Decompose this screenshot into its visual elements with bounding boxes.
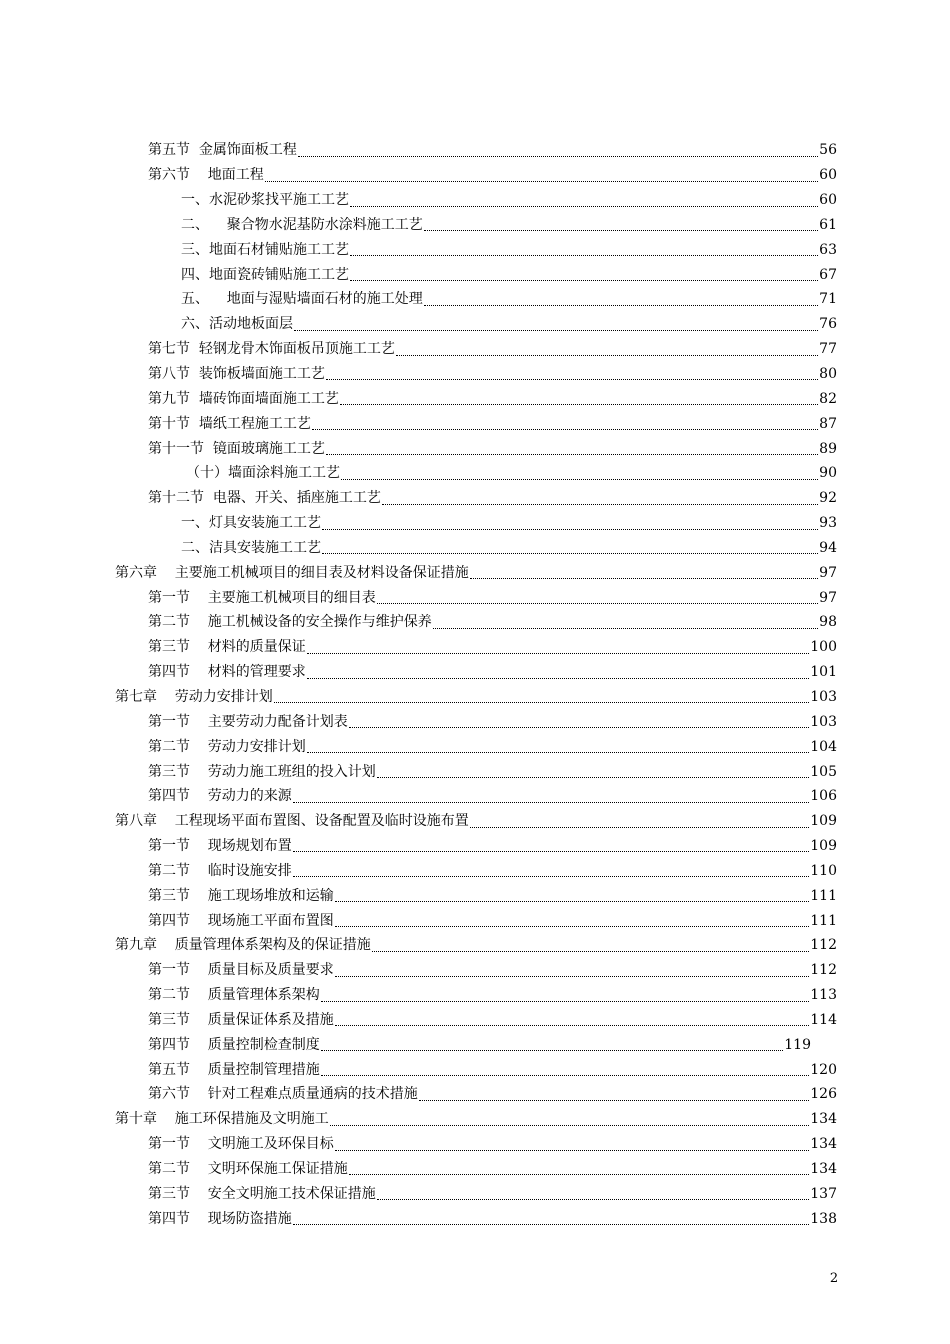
toc-entry[interactable] <box>0 1082 950 1107</box>
toc-entry-title: 第三节 材料的质量保证 <box>148 639 306 656</box>
toc-entry[interactable] <box>0 983 950 1008</box>
toc-entry-title: 第三节 施工现场堆放和运输 <box>148 887 334 904</box>
toc-dot-leader <box>335 900 809 902</box>
toc-entry[interactable] <box>0 1132 950 1157</box>
toc-entry-title: 第一节 主要劳动力配备计划表 <box>148 713 348 730</box>
toc-dot-leader <box>312 428 818 430</box>
toc-entry-title: 第一节 现场规划布置 <box>148 838 292 855</box>
toc-entry-title: 第二节 临时设施安排 <box>148 862 292 879</box>
toc-entry[interactable] <box>0 635 950 660</box>
toc-entry-title: 第二节 施工机械设备的安全操作与维护保养 <box>148 614 432 631</box>
toc-entry-title: 第三节 劳动力施工班组的投入计划 <box>148 763 376 780</box>
toc-entry-page: 97 <box>819 589 837 606</box>
toc-entry-page: 60 <box>819 192 837 209</box>
toc-dot-leader <box>293 1223 809 1225</box>
toc-entry[interactable] <box>0 784 950 809</box>
toc-entry-title: 第十一节 镜面玻璃施工工艺 <box>148 440 325 457</box>
toc-entry-page: 104 <box>810 738 837 755</box>
toc-entry-page: 103 <box>810 713 837 730</box>
toc-entry-page: 98 <box>819 614 837 631</box>
toc-entry[interactable] <box>0 486 950 511</box>
toc-entry-page: 112 <box>810 962 837 979</box>
toc-dot-leader <box>382 503 818 505</box>
toc-entry-page: 101 <box>810 664 837 681</box>
toc-entry-page: 97 <box>819 564 837 581</box>
toc-entry[interactable] <box>0 237 950 262</box>
toc-dot-leader <box>349 1173 809 1175</box>
toc-entry-page: 110 <box>810 862 837 879</box>
toc-entry-title: 五、 地面与湿贴墙面石材的施工处理 <box>181 291 423 308</box>
toc-entry-page: 93 <box>819 515 837 532</box>
toc-entry-title: 第二节 文明环保施工保证措施 <box>148 1161 348 1178</box>
toc-entry-page: 120 <box>810 1061 837 1078</box>
toc-dot-leader <box>335 925 809 927</box>
toc-entry[interactable] <box>0 858 950 883</box>
toc-entry-page: 82 <box>819 390 837 407</box>
toc-dot-leader <box>341 478 818 480</box>
toc-entry-title: 第六节 地面工程 <box>148 167 264 184</box>
toc-entry-page: 76 <box>819 316 837 333</box>
toc-dot-leader <box>298 155 818 157</box>
toc-entry[interactable] <box>0 511 950 536</box>
toc-entry-page: 56 <box>819 142 837 159</box>
toc-dot-leader <box>470 577 818 579</box>
table-of-contents <box>0 138 950 1231</box>
toc-entry-page: 111 <box>810 887 837 904</box>
toc-entry[interactable] <box>0 1206 950 1231</box>
toc-entry-title: 第三节 质量保证体系及措施 <box>148 1011 334 1028</box>
toc-entry-title: 第四节 现场施工平面布置图 <box>148 912 334 929</box>
toc-entry-page: 105 <box>810 763 837 780</box>
toc-entry-title: 第一节 主要施工机械项目的细目表 <box>148 589 376 606</box>
toc-dot-leader <box>377 776 809 778</box>
toc-entry-page: 100 <box>810 639 837 656</box>
toc-entry-title: 第九节 墙砖饰面墙面施工工艺 <box>148 390 339 407</box>
toc-dot-leader <box>294 329 818 331</box>
toc-entry-title: 二、 聚合物水泥基防水涂料施工工艺 <box>181 216 423 233</box>
toc-entry-page: 109 <box>810 813 837 830</box>
toc-entry-page: 60 <box>819 167 837 184</box>
toc-entry[interactable] <box>0 337 950 362</box>
toc-entry-title: 第四节 现场防盗措施 <box>148 1210 292 1227</box>
toc-entry-title: （十）墙面涂料施工工艺 <box>186 465 340 482</box>
toc-entry-title: 六、活动地板面层 <box>181 316 293 333</box>
toc-entry[interactable] <box>0 163 950 188</box>
toc-entry[interactable] <box>0 362 950 387</box>
toc-entry-page: 87 <box>819 415 837 432</box>
toc-entry-title: 三、地面石材铺贴施工工艺 <box>181 241 349 258</box>
toc-entry[interactable] <box>0 1008 950 1033</box>
toc-dot-leader <box>321 1049 783 1051</box>
toc-dot-leader <box>424 229 818 231</box>
toc-dot-leader <box>321 1074 809 1076</box>
toc-dot-leader <box>419 1099 809 1101</box>
toc-dot-leader <box>274 701 809 703</box>
toc-entry-page: 80 <box>819 366 837 383</box>
toc-entry-page: 67 <box>819 266 837 283</box>
toc-dot-leader <box>293 850 809 852</box>
toc-entry-page: 94 <box>819 539 837 556</box>
toc-dot-leader <box>307 652 809 654</box>
toc-entry-page: 112 <box>810 937 837 954</box>
toc-entry[interactable] <box>0 610 950 635</box>
toc-entry-title: 第八节 装饰板墙面施工工艺 <box>148 366 325 383</box>
toc-entry-page: 134 <box>810 1136 837 1153</box>
toc-entry-title: 二、洁具安装施工工艺 <box>181 539 321 556</box>
toc-entry[interactable] <box>0 709 950 734</box>
toc-entry-page: 71 <box>819 291 837 308</box>
toc-entry[interactable] <box>0 1181 950 1206</box>
toc-dot-leader <box>330 1124 809 1126</box>
toc-entry-title: 第八章 工程现场平面布置图、设备配置及临时设施布置 <box>115 813 469 830</box>
toc-entry-title: 第四节 材料的管理要求 <box>148 664 306 681</box>
toc-dot-leader <box>322 552 818 554</box>
toc-entry-title: 第一节 质量目标及质量要求 <box>148 962 334 979</box>
toc-entry-page: 61 <box>819 216 837 233</box>
toc-entry-title: 第五节 金属饰面板工程 <box>148 142 297 159</box>
toc-entry-title: 第十章 施工环保措施及文明施工 <box>115 1111 329 1128</box>
toc-dot-leader <box>293 875 809 877</box>
toc-dot-leader <box>340 403 818 405</box>
toc-dot-leader <box>326 378 818 380</box>
toc-entry[interactable] <box>0 660 950 685</box>
toc-chapter-entry[interactable] <box>0 685 950 710</box>
toc-entry-page: 114 <box>810 1011 837 1028</box>
toc-entry[interactable] <box>0 759 950 784</box>
toc-entry-title: 第六章 主要施工机械项目的细目表及材料设备保证措施 <box>115 564 469 581</box>
page-number: 2 <box>829 1271 839 1286</box>
toc-entry[interactable] <box>0 734 950 759</box>
toc-dot-leader <box>307 751 809 753</box>
toc-entry-page: 92 <box>819 490 837 507</box>
toc-dot-leader <box>335 1149 809 1151</box>
toc-dot-leader <box>424 304 818 306</box>
toc-entry-title: 第五节 质量控制管理措施 <box>148 1061 320 1078</box>
toc-entry-page: 89 <box>819 440 837 457</box>
toc-chapter-entry[interactable] <box>0 933 950 958</box>
toc-entry-title: 第七节 轻钢龙骨木饰面板吊顶施工工艺 <box>148 341 395 358</box>
toc-entry-title: 第二节 劳动力安排计划 <box>148 738 306 755</box>
toc-entry[interactable] <box>0 958 950 983</box>
toc-entry-page: 134 <box>810 1111 837 1128</box>
toc-entry-page: 109 <box>810 838 837 855</box>
toc-dot-leader <box>321 1000 809 1002</box>
toc-dot-leader <box>350 254 818 256</box>
toc-entry[interactable] <box>0 1157 950 1182</box>
toc-entry[interactable] <box>0 585 950 610</box>
toc-entry-page: 113 <box>810 987 837 1004</box>
toc-dot-leader <box>265 180 818 182</box>
toc-entry-page: 137 <box>810 1185 837 1202</box>
toc-entry[interactable] <box>0 287 950 312</box>
toc-entry-title: 第九章 质量管理体系架构及的保证措施 <box>115 937 371 954</box>
toc-entry[interactable] <box>0 262 950 287</box>
toc-entry[interactable] <box>0 138 950 163</box>
toc-entry-page: 134 <box>810 1161 837 1178</box>
toc-entry[interactable] <box>0 834 950 859</box>
toc-entry-page: 77 <box>819 341 837 358</box>
toc-entry-page: 103 <box>810 688 837 705</box>
toc-entry-page: 106 <box>810 788 837 805</box>
toc-entry[interactable] <box>0 883 950 908</box>
toc-entry-title: 第十节 墙纸工程施工工艺 <box>148 415 311 432</box>
toc-entry-title: 一、水泥砂浆找平施工工艺 <box>181 192 349 209</box>
toc-entry[interactable] <box>0 411 950 436</box>
toc-entry-title: 第一节 文明施工及环保目标 <box>148 1136 334 1153</box>
toc-dot-leader <box>470 826 809 828</box>
toc-entry[interactable] <box>0 386 950 411</box>
toc-entry[interactable] <box>0 213 950 238</box>
toc-dot-leader <box>293 801 809 803</box>
toc-entry-page: 111 <box>810 912 837 929</box>
toc-dot-leader <box>377 602 818 604</box>
toc-entry-title: 第四节 质量控制检查制度 <box>148 1036 320 1053</box>
toc-entry-title: 第七章 劳动力安排计划 <box>115 688 273 705</box>
toc-dot-leader <box>335 975 809 977</box>
toc-dot-leader <box>433 627 818 629</box>
toc-entry[interactable] <box>0 908 950 933</box>
toc-chapter-entry[interactable] <box>0 560 950 585</box>
toc-dot-leader <box>350 279 818 281</box>
toc-entry-title: 第十二节 电器、开关、插座施工工艺 <box>148 490 381 507</box>
toc-dot-leader <box>396 354 818 356</box>
toc-entry[interactable] <box>0 188 950 213</box>
toc-entry-page: 90 <box>819 465 837 482</box>
toc-entry-page: 63 <box>819 241 837 258</box>
toc-entry-page: 119 <box>784 1036 811 1053</box>
toc-entry[interactable] <box>0 461 950 486</box>
toc-entry-title: 第四节 劳动力的来源 <box>148 788 292 805</box>
toc-dot-leader <box>335 1024 809 1026</box>
toc-entry[interactable] <box>0 1032 950 1057</box>
toc-entry[interactable] <box>0 536 950 561</box>
toc-entry[interactable] <box>0 1057 950 1082</box>
toc-entry[interactable] <box>0 312 950 337</box>
toc-entry-page: 138 <box>810 1210 837 1227</box>
toc-entry-title: 第二节 质量管理体系架构 <box>148 987 320 1004</box>
toc-dot-leader <box>350 205 818 207</box>
toc-dot-leader <box>349 726 809 728</box>
toc-dot-leader <box>372 950 809 952</box>
toc-dot-leader <box>307 677 809 679</box>
toc-entry-title: 第三节 安全文明施工技术保证措施 <box>148 1185 376 1202</box>
toc-entry-title: 第六节 针对工程难点质量通病的技术措施 <box>148 1086 418 1103</box>
toc-dot-leader <box>377 1198 809 1200</box>
toc-entry-page: 126 <box>810 1086 837 1103</box>
toc-dot-leader <box>326 453 818 455</box>
toc-entry-title: 四、地面瓷砖铺贴施工工艺 <box>181 266 349 283</box>
toc-entry[interactable] <box>0 436 950 461</box>
toc-dot-leader <box>322 528 818 530</box>
toc-chapter-entry[interactable] <box>0 1107 950 1132</box>
toc-chapter-entry[interactable] <box>0 809 950 834</box>
toc-entry-title: 一、灯具安装施工工艺 <box>181 515 321 532</box>
